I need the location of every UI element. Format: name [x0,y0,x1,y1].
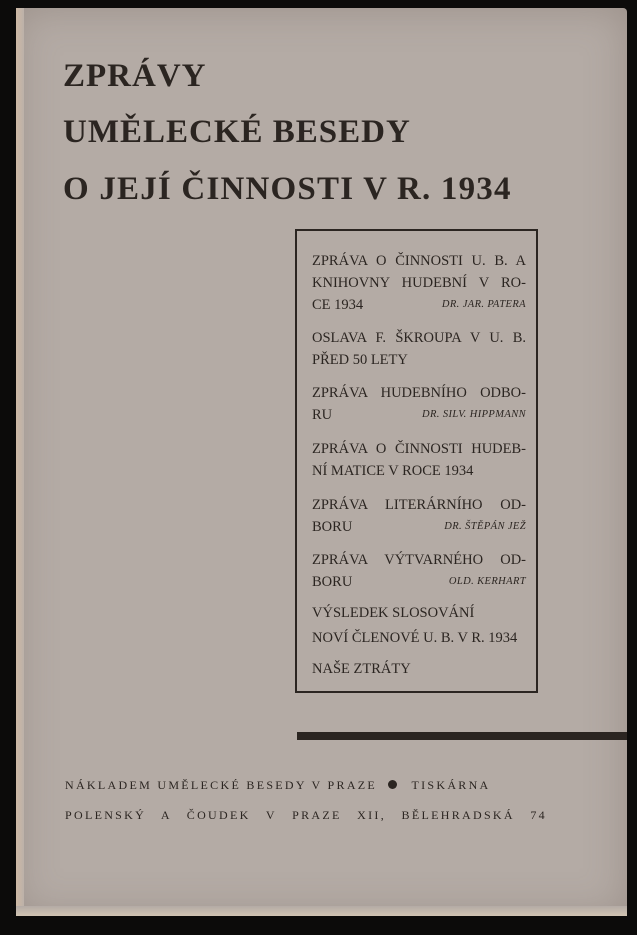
entry-line-text: BORU [312,519,353,535]
divider-bar [297,732,627,740]
entry-line: KNIHOVNY HUDEBNÍ V RO- [312,275,526,291]
contents-entry-music-foundation [312,438,526,482]
entry-line-last [312,404,526,426]
contents-entry-music-dept [312,382,526,426]
contents-entry-art-dept [312,549,526,593]
entry-line: VÝSLEDEK SLOSOVÁNÍ [312,605,475,621]
booklet-cover [16,8,627,916]
entry-line-text: CE 1934 [312,297,364,313]
contents-entry-lottery [312,602,526,624]
entry-author: DR. ŠTĚPÁN JEŽ [444,521,526,532]
entry-line: ZPRÁVA HUDEBNÍHO ODBO- [312,385,526,401]
entry-line: NAŠE ZTRÁTY [312,661,411,677]
title-line-3: O JEJÍ ČINNOSTI V R. 1934 [63,171,512,207]
contents-entry-losses [312,658,526,680]
entry-line: ZPRÁVA VÝTVARNÉHO OD- [312,552,526,568]
contents-entry-report-activity [312,250,526,316]
entry-line-last [312,516,526,538]
contents-entry-new-members [312,627,526,649]
entry-line: ZPRÁVA O ČINNOSTI U. B. A [312,253,526,269]
imprint-line-1 [65,779,547,791]
entry-line-text: RU [312,407,333,423]
bullet-dot-icon [388,780,397,789]
entry-author: DR. SILV. HIPPMANN [421,409,526,420]
entry-line-last [312,571,526,593]
imprint-printer-label: TISKÁRNA [411,778,491,792]
entry-line: ZPRÁVA O ČINNOSTI HUDEB- [312,441,526,457]
contents-box [295,229,538,693]
imprint-publisher: NÁKLADEM UMĚLECKÉ BESEDY V PRAZE [65,778,378,792]
title-line-1: ZPRÁVY [63,58,207,94]
imprint-line-2: POLENSKÝ A ČOUDEK V PRAZE XII, BĚLEHRADSKÁ 74 [65,808,547,822]
title-line-2: UMĚLECKÉ BESEDY [63,114,411,150]
entry-line: NOVÍ ČLENOVÉ U. B. V R. 1934 [312,630,518,646]
entry-line: OSLAVA F. ŠKROUPA V U. B. [312,330,526,346]
entry-line-text: BORU [312,574,353,590]
entry-line: PŘED 50 LETY [312,352,408,368]
contents-entry-skroup [312,327,526,371]
entry-author: OLD. KERHART [448,576,526,587]
entry-line: ZPRÁVA LITERÁRNÍHO OD- [312,497,526,513]
contents-entry-literary-dept [312,494,526,538]
entry-author: DR. JAR. PATERA [441,299,526,310]
entry-line: NÍ MATICE V ROCE 1934 [312,463,474,479]
entry-line-last [312,294,526,316]
